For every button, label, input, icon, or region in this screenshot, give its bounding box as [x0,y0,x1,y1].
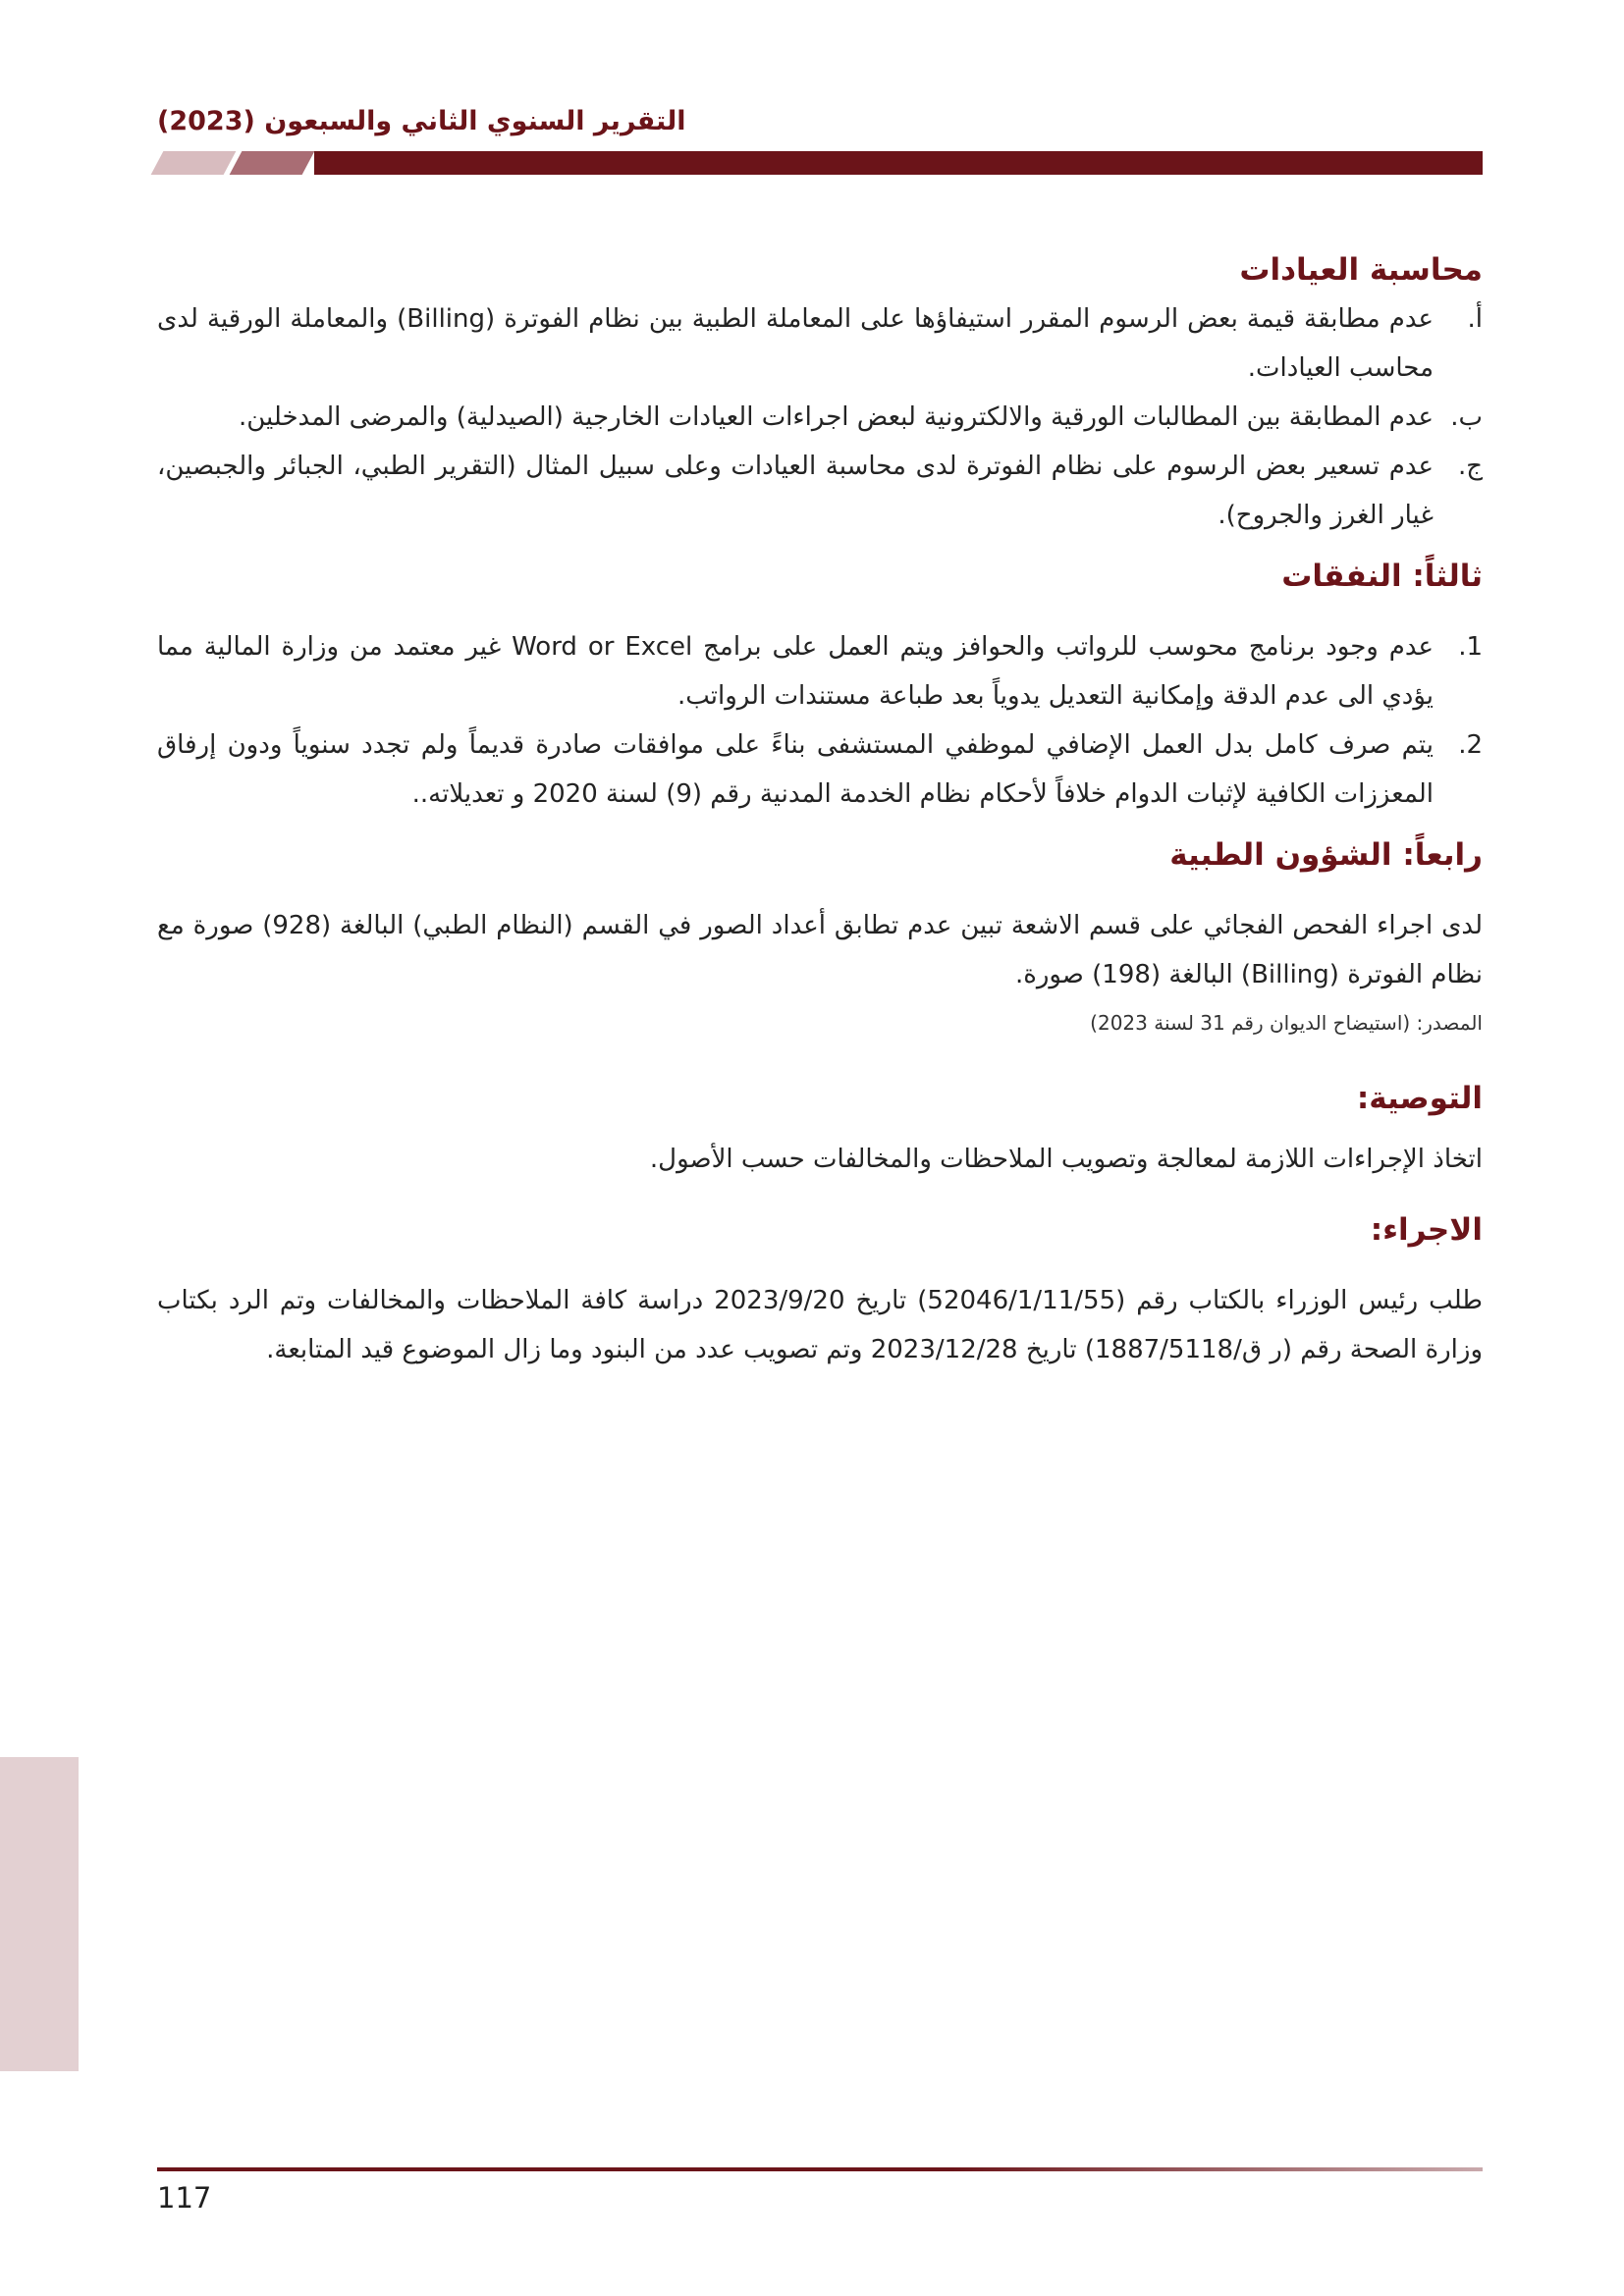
list-item [157,393,1483,442]
list-item-text: عدم المطابقة بين المطالبات الورقية والالكترونية لبعض اجراءات العيادات الخارجية (الصيدلية) والمرضى المدخلين. [238,402,1434,432]
list-marker: 2. [1458,730,1483,760]
medical-paragraph: لدى اجراء الفحص الفجائي على قسم الاشعة تبين عدم تطابق أعداد الصور في القسم (النظام الطبي) البالغة (928) صورة مع نظام الفوترة (Billing) البالغة (198) صورة. [157,911,1484,989]
section-heading-clinics: محاسبة العيادات [1239,252,1483,288]
page-content [157,245,1483,1374]
action-paragraph: طلب رئيس الوزراء بالكتاب رقم (52046/1/11/55) تاريخ 2023/9/20 دراسة كافة الملاحظات والمخالفات وتم الرد بكتاب وزارة الصحة رقم (ر ق/1887/5118) تاريخ 2023/12/28 وتم تصويب عدد من البنود وما زال الموضوع قيد المتابعة. [157,1286,1483,1364]
section-heading-action: الاجراء: [1370,1212,1483,1248]
header-stripe-main [314,151,1483,175]
list-item-text: عدم وجود برنامج محوسب للرواتب والحوافز ويتم العمل على برامج Word or Excel غير معتمد من وزارة المالية مما يؤدي الى عدم الدقة وإمكانية التعديل يدوياً بعد طباعة مستندات الرواتب. [157,632,1435,711]
list-marker: ب. [1450,402,1483,432]
expenses-list [157,622,1483,819]
list-item-text: عدم تسعير بعض الرسوم على نظام الفوترة لدى محاسبة العيادات وعلى سبيل المثال (التقرير الطبي، الجبائر والجبصين، غيار الغرز والجروح). [157,452,1434,530]
report-title: التقرير السنوي الثاني والسبعون (2023) [157,106,686,136]
header-stripe-light [230,151,315,175]
section-heading-expenses: ثالثاً: النفقات [1281,559,1483,594]
list-item-text: يتم صرف كامل بدل العمل الإضافي لموظفي المستشفى بناءً على موافقات صادرة قديماً ولم تجدد سنوياً ودون إرفاق المعززات الكافية لإثبات الدوام خلافاً لأحكام نظام الخدمة المدنية رقم (9) لسنة 2020 و تعديلاته.. [157,730,1434,809]
section-heading-recommendation: التوصية: [1356,1081,1483,1116]
recommendation-paragraph: اتخاذ الإجراءات اللازمة لمعالجة وتصويب الملاحظات والمخالفات حسب الأصول. [649,1145,1483,1174]
list-item [157,622,1483,721]
source-note: المصدر: (استيضاح الديوان رقم 31 لسنة 2023) [1090,1011,1483,1035]
list-marker: أ. [1467,304,1483,334]
side-tab [0,1757,79,2071]
page-header [157,106,1483,175]
list-item [157,442,1483,540]
section-heading-medical: رابعاً: الشؤون الطبية [1169,837,1483,873]
clinics-list [157,294,1483,540]
header-stripe-pale [151,151,237,175]
list-item-text: عدم مطابقة قيمة بعض الرسوم المقرر استيفاؤها على المعاملة الطبية بين نظام الفوترة (Billing) والمعاملة الورقية لدى محاسب العيادات. [157,304,1434,383]
footer-divider [157,2167,1483,2171]
page-number: 117 [157,2181,212,2215]
list-marker: 1. [1458,632,1483,662]
list-item [157,721,1483,819]
list-item [157,294,1483,393]
list-marker: ج. [1457,452,1483,481]
